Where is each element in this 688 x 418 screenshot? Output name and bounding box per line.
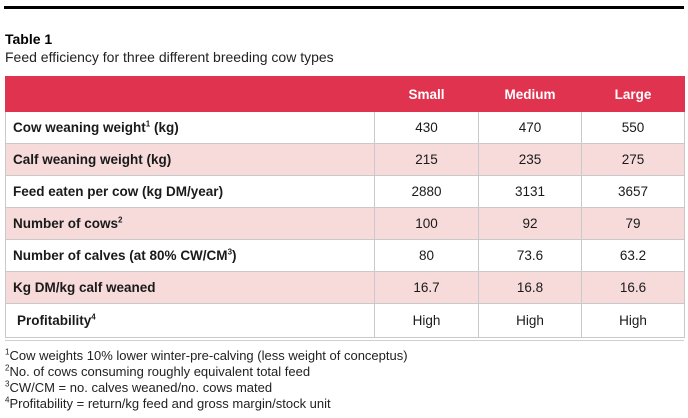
cell-medium: 16.8 bbox=[479, 272, 582, 304]
cell-large: 3657 bbox=[582, 176, 685, 208]
cell-large: 63.2 bbox=[582, 240, 685, 272]
footnote: $^3$CW/CM = no. calves weaned/no. cows mated bbox=[5, 379, 273, 395]
header-small: Small bbox=[375, 77, 479, 112]
feed-efficiency-table bbox=[5, 76, 685, 338]
cell-small: High bbox=[375, 304, 479, 338]
cell-small: 430 bbox=[375, 112, 479, 144]
cell-medium: 73.6 bbox=[479, 240, 582, 272]
cell-large: 79 bbox=[582, 208, 685, 240]
table-row bbox=[6, 144, 685, 176]
cell-small: 100 bbox=[375, 208, 479, 240]
cell-large: 16.6 bbox=[582, 272, 685, 304]
row-label: Number of cows$^2$ bbox=[6, 208, 375, 240]
cell-small: 215 bbox=[375, 144, 479, 176]
table-row bbox=[6, 208, 685, 240]
cell-small: 80 bbox=[375, 240, 479, 272]
cell-small: 16.7 bbox=[375, 272, 479, 304]
row-label: Profitability$^4$ bbox=[6, 304, 375, 338]
header-large: Large bbox=[582, 77, 685, 112]
table-row bbox=[6, 304, 685, 338]
row-label: Cow weaning weight$^1$ (kg) bbox=[6, 112, 375, 144]
table-row bbox=[6, 240, 685, 272]
table-row bbox=[6, 176, 685, 208]
cell-medium: 235 bbox=[479, 144, 582, 176]
cell-small: 2880 bbox=[375, 176, 479, 208]
table-header-row bbox=[6, 77, 685, 112]
table-caption-title: Table 1 bbox=[5, 31, 53, 47]
table-row bbox=[6, 272, 685, 304]
footnote: $^2$No. of cows consuming roughly equivalent total feed bbox=[5, 363, 311, 379]
footnote: $^4$Profitability = return/kg feed and gross margin/stock unit bbox=[5, 395, 331, 411]
cell-medium: 470 bbox=[479, 112, 582, 144]
row-label: Number of calves (at 80% $CW/CM^3$) bbox=[6, 240, 375, 272]
cell-large: High bbox=[582, 304, 685, 338]
row-label: Feed eaten per cow (kg DM/year) bbox=[6, 176, 375, 208]
top-rule bbox=[4, 6, 684, 9]
table-caption-subtitle: Feed efficiency for three different breeding cow types bbox=[5, 49, 334, 65]
footnote-divider bbox=[5, 340, 684, 341]
cell-large: 550 bbox=[582, 112, 685, 144]
cell-medium: High bbox=[479, 304, 582, 338]
table-row bbox=[6, 112, 685, 144]
footnotes bbox=[5, 348, 408, 412]
footnote: $^1$Cow weights 10% lower winter-pre-calving (less weight of conceptus) bbox=[5, 347, 408, 363]
cell-medium: 92 bbox=[479, 208, 582, 240]
header-medium: Medium bbox=[479, 77, 582, 112]
cell-medium: 3131 bbox=[479, 176, 582, 208]
row-label: Kg DM/kg calf weaned bbox=[6, 272, 375, 304]
row-label: Calf weaning weight (kg) bbox=[6, 144, 375, 176]
cell-large: 275 bbox=[582, 144, 685, 176]
header-blank bbox=[6, 77, 375, 112]
